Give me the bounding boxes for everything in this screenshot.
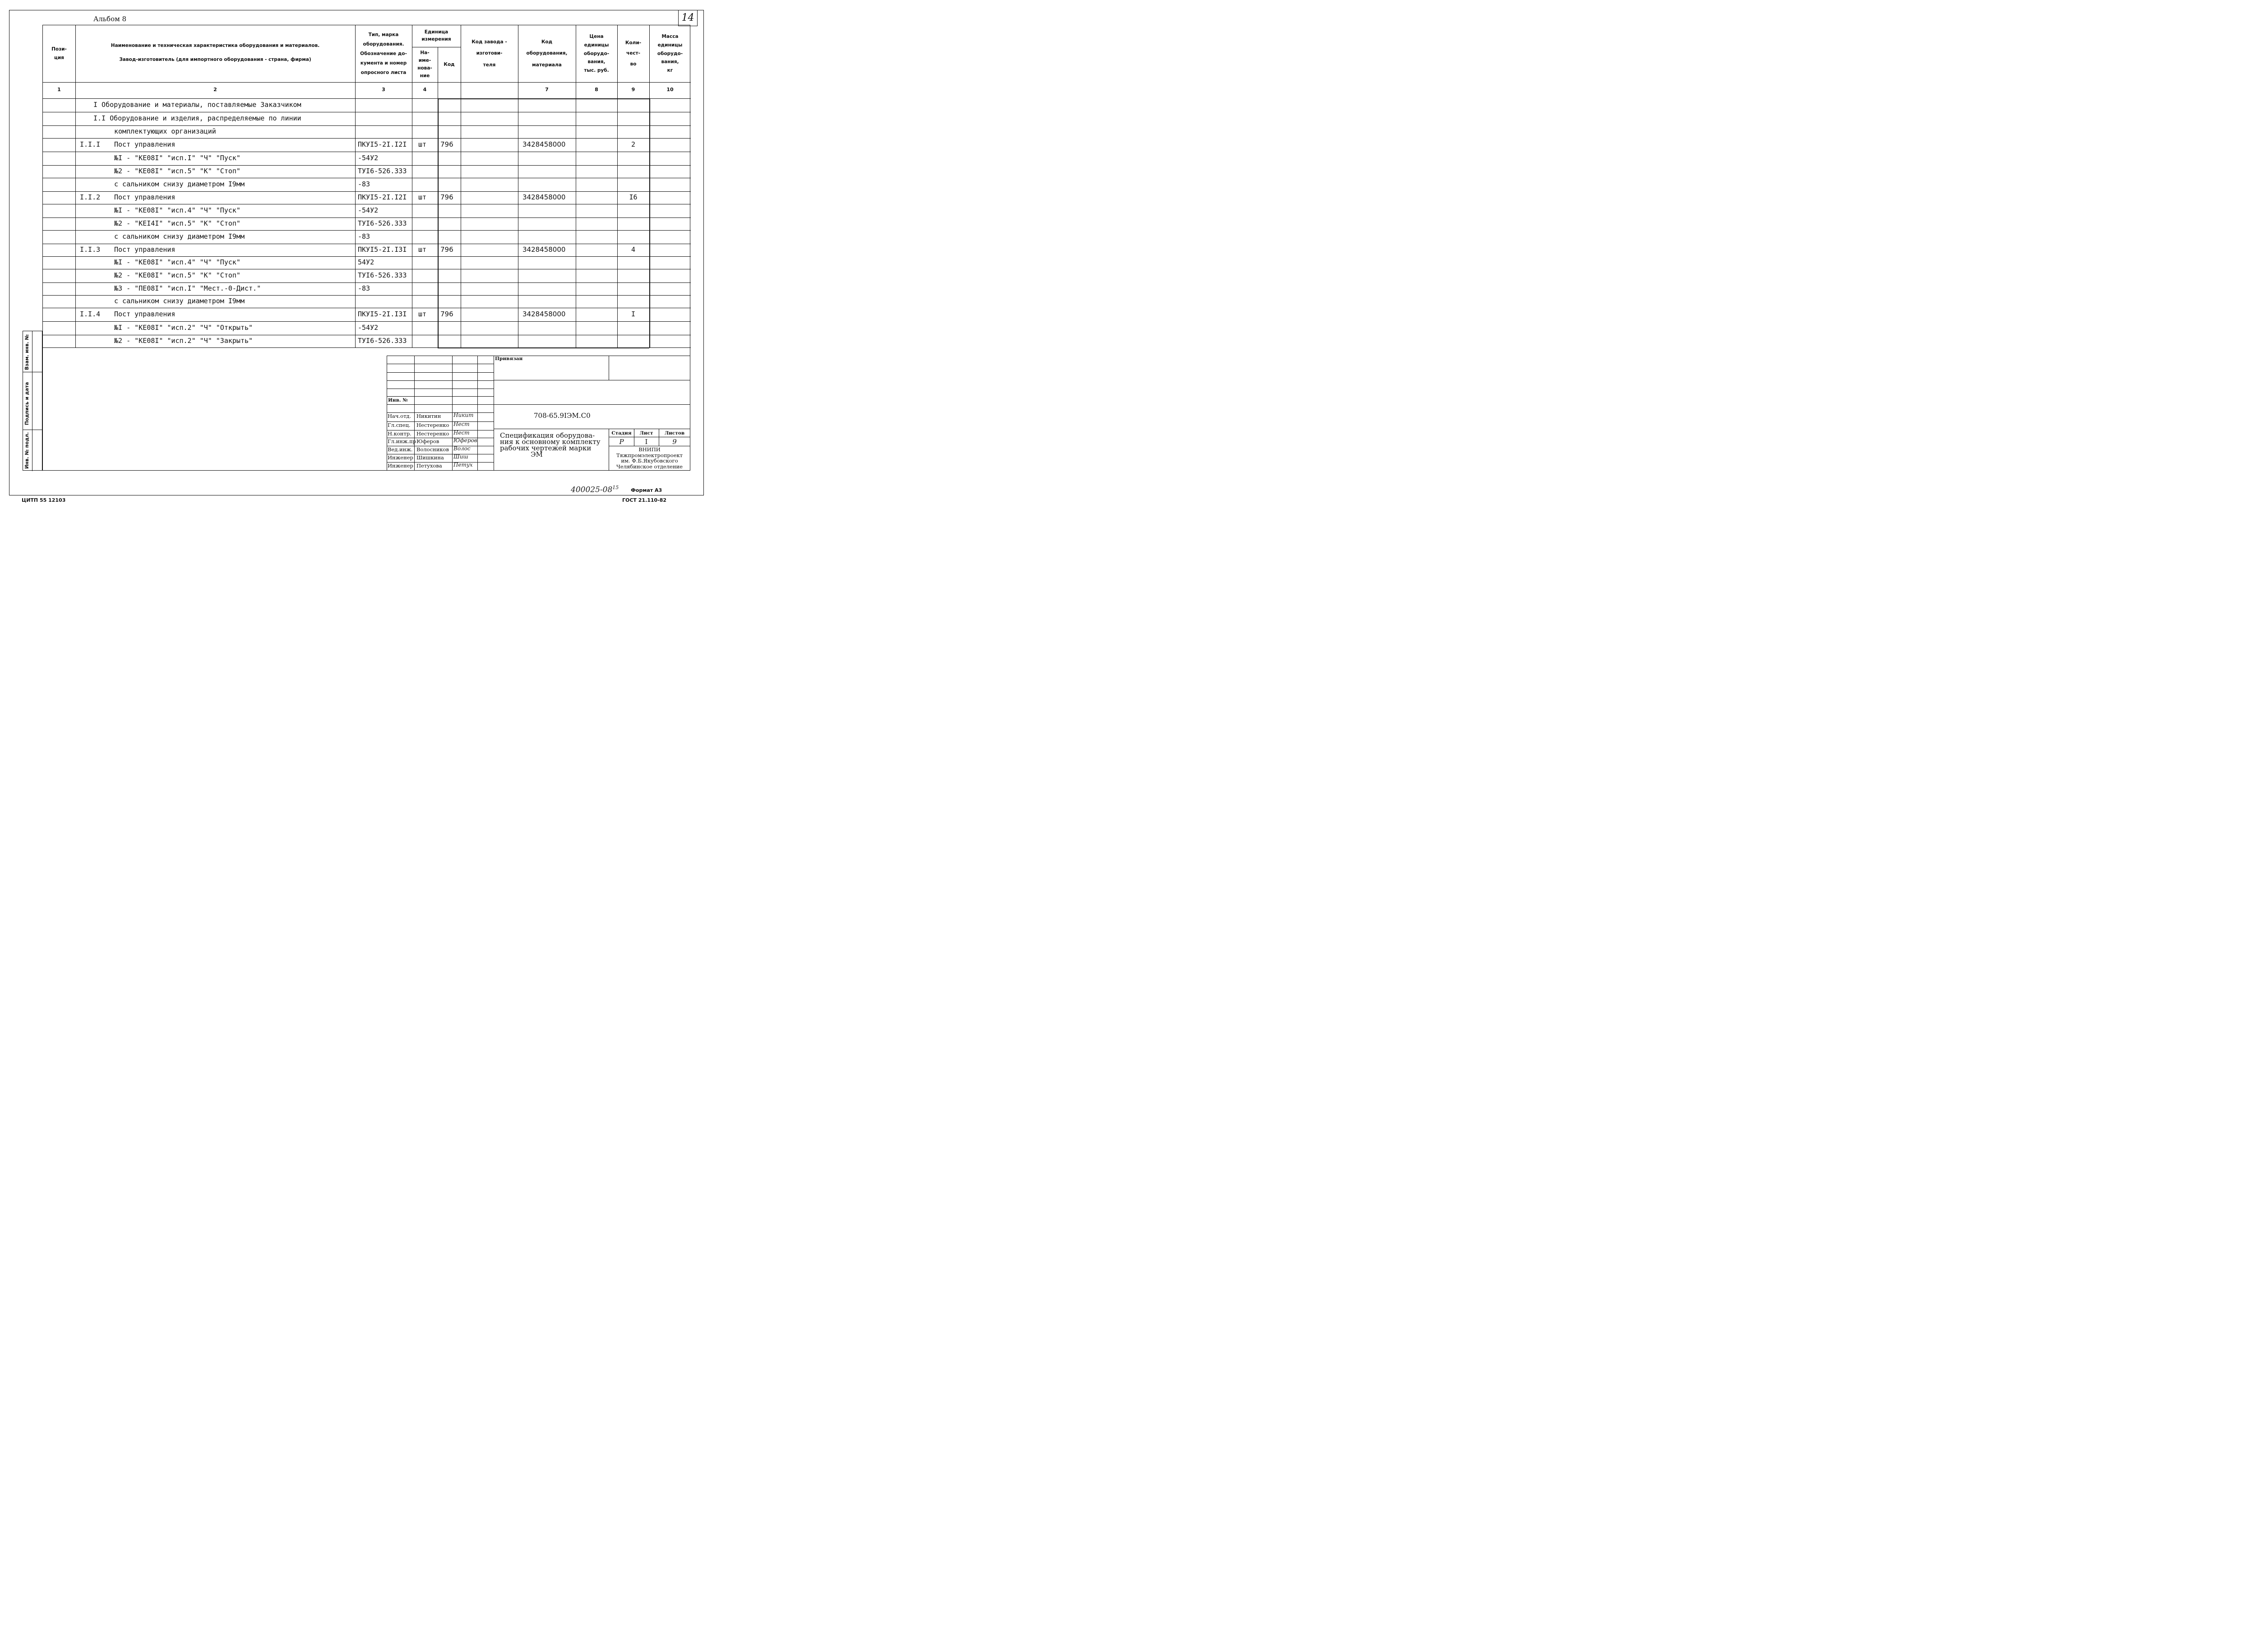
row-divider: [43, 230, 691, 231]
side-stamp: [23, 331, 42, 471]
row-type: -54У2: [358, 154, 379, 162]
row-divider: [43, 138, 691, 139]
gost-label: ГОСТ 21.110-82: [622, 497, 667, 503]
row-equipment-code: 3428458000: [522, 140, 566, 148]
row-name: Пост управления: [114, 140, 176, 148]
column-divider: [75, 25, 76, 347]
row-unit-code: 796: [440, 310, 453, 318]
sheet-number: 14: [681, 12, 694, 23]
row-name: №I - "КЕ08I" "исп.4" "Ч" "Пуск": [114, 206, 240, 214]
side-label-original-inv: Инв. № подл.: [24, 432, 30, 469]
row-divider: [43, 165, 691, 166]
row-type: ТУI6-526.333: [358, 167, 407, 175]
bold-border: [438, 98, 439, 347]
row-name: №2 - "КЕI4I" "исп.5" "К" "Стоп": [114, 219, 240, 227]
row-unit-code: 796: [440, 140, 453, 148]
staff-signature: Волос: [453, 445, 471, 452]
row-name: с сальником снизу диаметром I9мм: [114, 297, 245, 305]
header-price: Цена единицы оборудо- вания, тыс. руб.: [583, 33, 610, 74]
row-divider: [43, 191, 691, 192]
row-divider: [43, 256, 691, 257]
column-number-4: 4: [423, 87, 427, 93]
column-number-7: 7: [545, 87, 549, 93]
organization-line: ВНИПИ: [638, 446, 661, 453]
header-unit-group: Единица измерения: [421, 29, 451, 42]
column-number-10: 10: [666, 87, 674, 93]
handwritten-code: [571, 485, 619, 495]
row-unit: шт: [418, 193, 427, 201]
row-name: №I - "КЕ08I" "исп.I" "Ч" "Пуск": [114, 154, 240, 162]
row-type: -83: [358, 180, 370, 188]
staff-signature: Петух: [453, 462, 473, 468]
header-factory-code: Код завода - изготови- теля: [472, 39, 507, 68]
row-name: №3 - "ПЕ08I" "исп.I" "Мест.-0-Дист.": [114, 284, 261, 292]
document-title-line: ЭМ: [531, 450, 543, 458]
row-equipment-code: 3428458000: [522, 193, 566, 201]
column-number-8: 8: [595, 87, 598, 93]
row-type: 54У2: [358, 258, 374, 266]
row-position: I.I.I: [80, 140, 101, 148]
bold-border: [438, 347, 649, 348]
document-title-line: рабочих чертежей марки: [500, 444, 592, 452]
row-type: ТУI6-526.333: [358, 219, 407, 227]
row-name: I Оборудование и материалы, поставляемые Заказчиком: [93, 101, 301, 109]
title-block-line: [414, 356, 415, 471]
linked-label: Привязан: [495, 356, 523, 361]
organization: [609, 447, 690, 469]
row-type: ПКУI5-2I.I2I: [358, 193, 407, 201]
row-type: -83: [358, 284, 370, 292]
row-unit: шт: [418, 140, 427, 148]
row-type: -54У2: [358, 206, 379, 214]
side-label-signature-date: Подпись и дата: [24, 382, 30, 425]
row-name: комплектующих организаций: [114, 127, 216, 135]
row-type: -83: [358, 232, 370, 241]
title-block-line: [494, 404, 690, 405]
row-name: Пост управления: [114, 310, 176, 318]
row-name: с сальником снизу диаметром I9мм: [114, 232, 245, 241]
title-block-line: [477, 356, 478, 471]
column-number-1: 1: [57, 87, 61, 93]
document-designation: 708-65.9IЭМ.С0: [534, 412, 591, 420]
staff-role: Вед.инж.: [388, 446, 413, 453]
document-title-line: ния к основному комплекту: [500, 438, 601, 446]
staff-signature: Юферов: [453, 437, 477, 444]
sheets-label: Листов: [664, 430, 685, 436]
header-name-line2: Завод-изготовитель (для импортного оборудования - страна, фирма): [119, 56, 311, 62]
side-label-replacement: Взам. инв. №: [24, 334, 30, 370]
stage-label: Стадия: [611, 430, 632, 436]
row-name: №2 - "КЕ08I" "исп.5" "К" "Стоп": [114, 167, 240, 175]
row-type: ПКУI5-2I.I2I: [358, 140, 407, 148]
row-divider: [43, 282, 691, 283]
row-unit: шт: [418, 310, 427, 318]
row-position: I.I.3: [80, 245, 101, 254]
row-equipment-code: 3428458000: [522, 310, 566, 318]
staff-role: Инженер: [388, 463, 413, 469]
staff-signature: Нест: [453, 430, 470, 436]
sheet-label: Лист: [639, 430, 653, 436]
row-type: ТУI6-526.333: [358, 271, 407, 279]
row-type: -54У2: [358, 324, 379, 332]
header-position: Пози- ция: [51, 46, 67, 60]
bold-border: [649, 98, 650, 347]
staff-name: Волосников: [416, 446, 449, 453]
staff-name: Нестеренко: [416, 422, 449, 428]
inventory-number-label: Инв. №: [388, 398, 408, 403]
header-equipment-code: Код оборудования, материала: [526, 39, 568, 68]
document-title-line: Спецификация оборудова-: [500, 431, 595, 440]
organization-line: Челябинское отделение: [616, 463, 683, 470]
row-quantity: 2: [631, 140, 636, 148]
header-name-line1: Наименование и техническая характеристика оборудования и материалов.: [111, 42, 320, 48]
row-position: I.I.4: [80, 310, 101, 318]
staff-role: Нач.отд.: [388, 413, 411, 419]
handwritten-code-sup: 15: [612, 485, 619, 491]
staff-signature: Нест: [453, 421, 470, 427]
header-divider: [43, 82, 691, 83]
stage-value: Р: [619, 438, 624, 446]
handwritten-code-main: 400025-08: [571, 485, 613, 495]
row-divider: [43, 321, 691, 322]
row-name: Пост управления: [114, 245, 176, 254]
sheet-value: I: [645, 438, 648, 446]
row-quantity: I6: [629, 193, 638, 201]
row-name: №I - "КЕ08I" "исп.2" "Ч" "Открыть": [114, 324, 253, 332]
staff-role: Гл.инж.пр: [388, 438, 416, 444]
row-unit-code: 796: [440, 245, 453, 254]
header-unit-name: На- име- нова- ние: [417, 50, 432, 79]
row-name: Пост управления: [114, 193, 176, 201]
row-type: ТУI6-526.333: [358, 337, 407, 345]
staff-role: Гл.спец.: [388, 422, 411, 428]
row-name: №I - "КЕ08I" "исп.4" "Ч" "Пуск": [114, 258, 240, 266]
row-type: ПКУI5-2I.I3I: [358, 245, 407, 254]
row-unit-code: 796: [440, 193, 453, 201]
header-type: Тип, марка оборудования. Обозначение до- кумента и номер опросного листа: [360, 32, 407, 75]
column-divider: [355, 25, 356, 347]
row-position: I.I.2: [80, 193, 101, 201]
sheet-number-box: [678, 10, 698, 26]
staff-name: Петухова: [416, 463, 442, 469]
row-divider: [43, 217, 691, 218]
row-divider: [43, 295, 691, 296]
row-equipment-code: 3428458000: [522, 245, 566, 254]
header-unit-code: Код: [444, 61, 455, 67]
row-name: с сальником снизу диаметром I9мм: [114, 180, 245, 188]
footer-left-code: ЦИТП 55 12103: [22, 497, 66, 503]
header-mass: Масса единицы оборудо- вания, кг: [657, 33, 683, 74]
staff-role: Н.контр.: [388, 430, 411, 437]
album-label: Альбом 8: [93, 15, 127, 23]
organization-line: им. Ф.Б.Якубовского: [621, 458, 678, 464]
header-quantity: Коли- чест- во: [625, 40, 642, 67]
staff-name: Нестеренко: [416, 430, 449, 437]
row-name: №2 - "КЕ08I" "исп.5" "К" "Стоп": [114, 271, 240, 279]
staff-name: Шишкина: [416, 454, 444, 461]
row-divider: [43, 125, 691, 126]
column-divider: [617, 25, 618, 347]
row-quantity: I: [631, 310, 636, 318]
column-number-9: 9: [631, 87, 635, 93]
staff-signature: Шиш: [453, 453, 468, 460]
bold-border: [438, 98, 649, 99]
organization-line: Тяжпромэлектропроект: [616, 452, 683, 458]
row-name: №2 - "КЕ08I" "исп.2" "Ч" "Закрыть": [114, 337, 253, 345]
row-name: I.I Оборудование и изделия, распределяемые по линии: [93, 114, 301, 122]
title-block-line: [452, 356, 453, 471]
row-quantity: 4: [631, 245, 636, 254]
row-type: ПКУI5-2I.I3I: [358, 310, 407, 318]
sheets-value: 9: [672, 438, 677, 446]
row-unit: шт: [418, 245, 427, 254]
format-label: Формат А3: [631, 487, 662, 493]
staff-name: Никитин: [416, 413, 441, 419]
column-number-2: 2: [213, 87, 217, 93]
column-number-3: 3: [382, 87, 385, 93]
staff-name: Юферов: [416, 438, 439, 444]
staff-role: Инженер: [388, 454, 413, 461]
document-title: [500, 432, 601, 458]
staff-signature: Никит: [453, 412, 474, 418]
